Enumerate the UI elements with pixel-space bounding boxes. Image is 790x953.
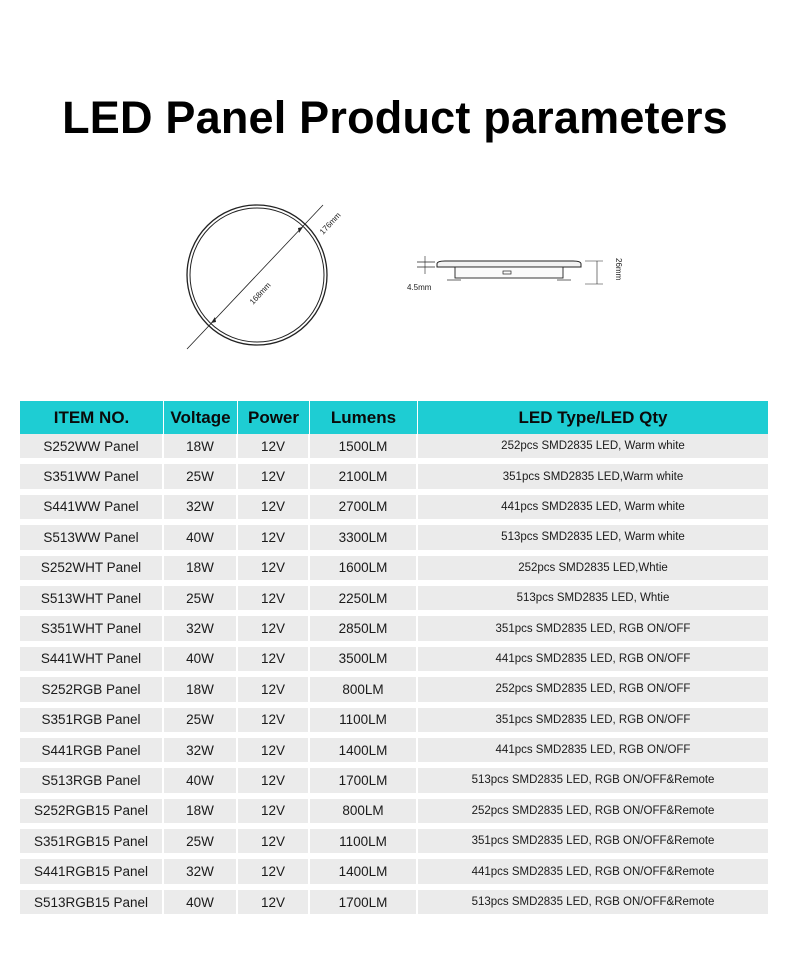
header-voltage: Voltage [164,401,238,434]
voltage-cell: 18W [164,556,238,586]
lumens-cell: 3500LM [310,647,418,677]
voltage-cell: 32W [164,616,238,646]
power-cell: 12V [238,586,310,616]
power-cell: 12V [238,616,310,646]
led-type-cell: 441pcs SMD2835 LED, RGB ON/OFF&Remote [418,859,768,889]
height-label: 26mm [614,258,623,281]
arrow-head [298,227,303,233]
lumens-cell: 1700LM [310,768,418,798]
item-no-cell: S351RGB Panel [20,708,164,738]
item-no-cell: S441WW Panel [20,495,164,525]
table-row [20,859,768,889]
table-row [20,464,768,494]
item-no-cell: S513WW Panel [20,525,164,555]
header-item-no: ITEM NO. [20,401,164,434]
lumens-cell: 800LM [310,677,418,707]
power-cell: 12V [238,647,310,677]
voltage-cell: 40W [164,768,238,798]
led-type-cell: 513pcs SMD2835 LED, Whtie [418,586,768,616]
led-type-cell: 351pcs SMD2835 LED, RGB ON/OFF&Remote [418,829,768,859]
led-type-cell: 513pcs SMD2835 LED, RGB ON/OFF&Remote [418,768,768,798]
item-no-cell: S441WHT Panel [20,647,164,677]
voltage-cell: 32W [164,738,238,768]
lumens-cell: 800LM [310,799,418,829]
voltage-cell: 25W [164,708,238,738]
power-cell: 12V [238,799,310,829]
inner-diameter-label: 168mm [247,280,273,307]
item-no-cell: S252WHT Panel [20,556,164,586]
power-cell: 12V [238,525,310,555]
lumens-cell: 2850LM [310,616,418,646]
table-row [20,738,768,768]
lumens-cell: 1100LM [310,829,418,859]
item-no-cell: S441RGB Panel [20,738,164,768]
header-lumens: Lumens [310,401,418,434]
led-type-cell: 351pcs SMD2835 LED, RGB ON/OFF [418,708,768,738]
panel-body [437,261,581,267]
power-cell: 12V [238,890,310,920]
table-row [20,799,768,829]
voltage-cell: 18W [164,434,238,464]
voltage-cell: 18W [164,799,238,829]
voltage-cell: 18W [164,677,238,707]
led-type-cell: 252pcs SMD2835 LED, RGB ON/OFF [418,677,768,707]
lumens-cell: 1700LM [310,890,418,920]
item-no-cell: S351RGB15 Panel [20,829,164,859]
power-cell: 12V [238,464,310,494]
voltage-cell: 40W [164,890,238,920]
voltage-cell: 25W [164,586,238,616]
outer-diameter-label: 176mm [317,210,343,237]
led-type-cell: 441pcs SMD2835 LED, Warm white [418,495,768,525]
table-row [20,495,768,525]
arrow-head [211,317,216,323]
power-cell: 12V [238,434,310,464]
table-row [20,708,768,738]
lumens-cell: 2250LM [310,586,418,616]
lumens-cell: 1500LM [310,434,418,464]
led-type-cell: 513pcs SMD2835 LED, RGB ON/OFF&Remote [418,890,768,920]
table-row [20,647,768,677]
table-row [20,525,768,555]
table-row [20,556,768,586]
voltage-cell: 25W [164,829,238,859]
led-type-cell: 441pcs SMD2835 LED, RGB ON/OFF [418,738,768,768]
power-cell: 12V [238,738,310,768]
led-type-cell: 513pcs SMD2835 LED, Warm white [418,525,768,555]
power-cell: 12V [238,495,310,525]
led-type-cell: 351pcs SMD2835 LED, RGB ON/OFF [418,616,768,646]
table-header-row [20,401,768,434]
parameters-table [20,401,768,920]
power-cell: 12V [238,859,310,889]
table-row [20,434,768,464]
lumens-cell: 2100LM [310,464,418,494]
power-cell: 12V [238,556,310,586]
edge-label: 4.5mm [407,283,432,292]
lumens-cell: 1600LM [310,556,418,586]
power-cell: 12V [238,829,310,859]
table-row [20,768,768,798]
lumens-cell: 1400LM [310,738,418,768]
lumens-cell: 2700LM [310,495,418,525]
header-power: Power [238,401,310,434]
led-type-cell: 351pcs SMD2835 LED,Warm white [418,464,768,494]
led-type-cell: 252pcs SMD2835 LED,Whtie [418,556,768,586]
item-no-cell: S252RGB15 Panel [20,799,164,829]
voltage-cell: 40W [164,647,238,677]
voltage-cell: 32W [164,859,238,889]
led-type-cell: 441pcs SMD2835 LED, RGB ON/OFF [418,647,768,677]
power-cell: 12V [238,708,310,738]
item-no-cell: S351WHT Panel [20,616,164,646]
item-no-cell: S252WW Panel [20,434,164,464]
voltage-cell: 32W [164,495,238,525]
table-row [20,677,768,707]
power-cell: 12V [238,677,310,707]
page-title: LED Panel Product parameters [62,92,728,143]
voltage-cell: 25W [164,464,238,494]
panel-front-view-drawing [175,195,350,355]
power-cell: 12V [238,768,310,798]
table-row [20,829,768,859]
panel-housing [455,267,563,278]
table-body [20,434,768,920]
lumens-cell: 1100LM [310,708,418,738]
lumens-cell: 1400LM [310,859,418,889]
table-row [20,586,768,616]
panel-side-view-drawing [405,248,630,298]
item-no-cell: S513RGB15 Panel [20,890,164,920]
item-no-cell: S441RGB15 Panel [20,859,164,889]
item-no-cell: S513WHT Panel [20,586,164,616]
led-type-cell: 252pcs SMD2835 LED, Warm white [418,434,768,464]
led-type-cell: 252pcs SMD2835 LED, RGB ON/OFF&Remote [418,799,768,829]
voltage-cell: 40W [164,525,238,555]
table-row [20,890,768,920]
lumens-cell: 3300LM [310,525,418,555]
item-no-cell: S513RGB Panel [20,768,164,798]
header-led-type: LED Type/LED Qty [518,407,668,427]
item-no-cell: S351WW Panel [20,464,164,494]
item-no-cell: S252RGB Panel [20,677,164,707]
table-row [20,616,768,646]
